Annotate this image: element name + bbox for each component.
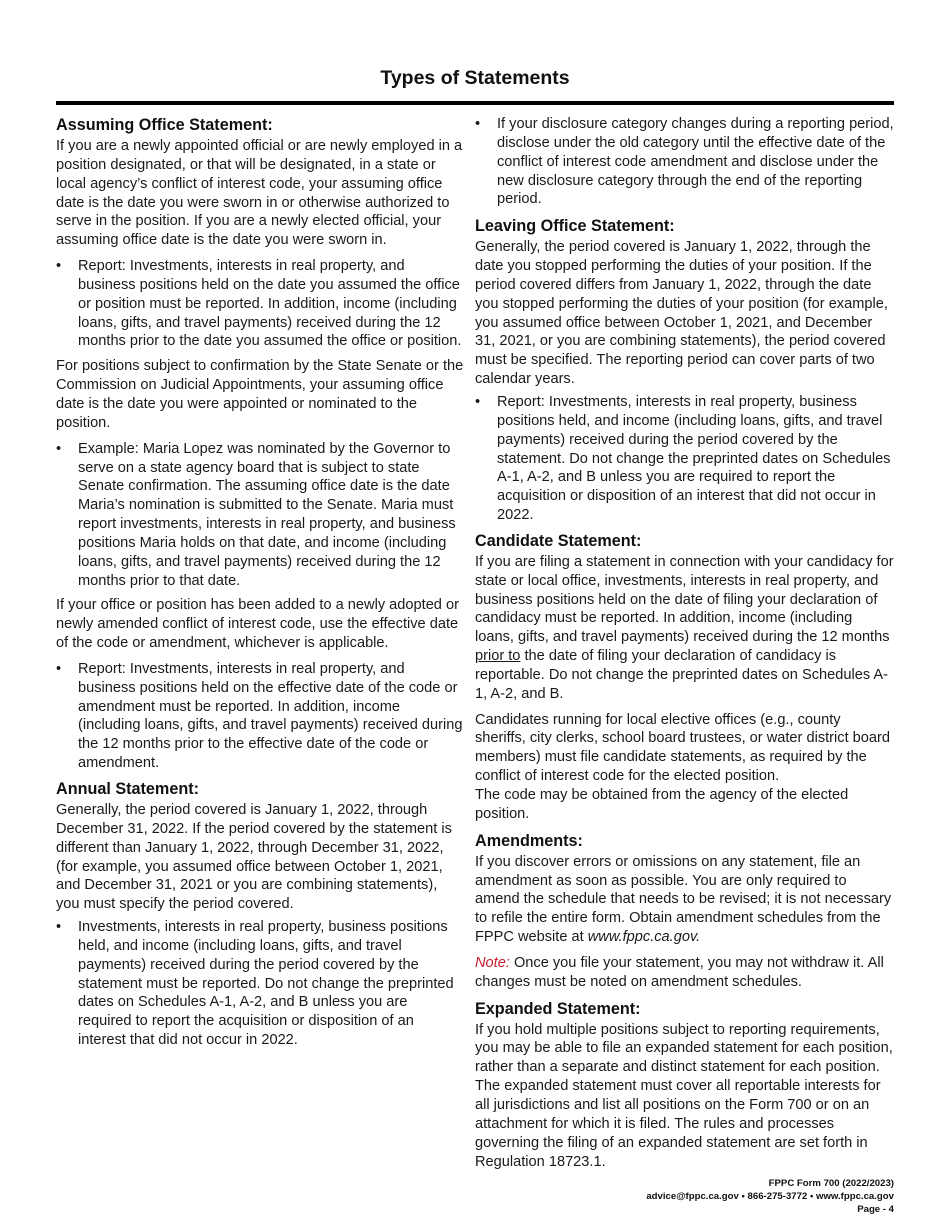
annual-statement-heading: Annual Statement: [56, 780, 200, 798]
amendments-heading: Amendments: [475, 831, 583, 850]
assuming-office-heading: Assuming Office Statement: [56, 116, 273, 134]
list-item-text: Example: Maria Lopez was nominated by the Governor to serve on a state agency board that is subject to state Senate confirmation. The assuming office date is the date Maria’s nomination is submitted to the Senate. Maria must report investments, interests in real property, and business positions Maria holds on that date, and income (including loans, gifts, and travel payments) received during the 12 months prior to that date. [78, 440, 456, 589]
list-item-text: Report: Investments, interests in real property, and business positions held on the effective date of the code or amendment must be reported. In addition, income (including loans, gifts, and travel payments) received during the 12 months prior to the effective date of the code or amendment. [78, 660, 463, 772]
page-footer [646, 1177, 894, 1217]
right-column [475, 115, 895, 1178]
list-item [56, 918, 464, 1050]
footer-contact: advice@fppc.ca.gov • 866-275-3772 • www.fppc.ca.gov [646, 1191, 894, 1203]
annual-statement-list [56, 918, 464, 1050]
expanded-statement-heading: Expanded Statement: [475, 999, 641, 1018]
website-url: www.fppc.ca.gov. [587, 929, 701, 946]
leaving-office-list [475, 393, 895, 525]
list-item-text: Report: Investments, interests in real property, business positions held, and income (including loans, gifts, and travel payments) received during the period covered by the statement. Do not change the preprinted dates on Schedules A-1, A-2, and B unless you are required to report the acquisition or disposition of an interest that did not occur in 2022. [497, 393, 891, 524]
list-item [56, 440, 464, 591]
footer-page-number: Page - 4 [857, 1204, 894, 1216]
candidate-statement-heading: Candidate Statement: [475, 531, 642, 550]
title-rule [56, 101, 894, 105]
amendments-paragraph [475, 853, 895, 947]
expanded-statement-paragraph: If you hold multiple positions subject to reporting requirements, you may be able to file an expanded statement for each position, rather than a separate and distinct statement for each position. The expanded statement must cover all reportable interests for all jurisdictions and list all positions on the Form 700 or on an attachment for which it is filed. The rules and processes governing the filing of an expanded statement are set forth in Regulation 18723.1. [475, 1021, 893, 1170]
text-run: the date of filing your declaration of candidacy is reportable. Do not change the preprinted dates on Schedules A-1, A-2, and B. [475, 648, 888, 702]
list-item-text: Report: Investments, interests in real property, and business positions held on the date you assumed the office or position must be reported. In addition, income (including loans, gifts, and travel payments) received during the 12 months prior to the date you assumed the office or position. [78, 258, 462, 350]
assuming-office-paragraph-2: For positions subject to confirmation by the State Senate or the Commission on Judicial Appointments, your assuming office date is the date you were appointed or nominated to the position. [56, 358, 464, 431]
list-item [475, 115, 895, 209]
assuming-office-list-2 [56, 440, 464, 591]
footer-form-id: FPPC Form 700 (2022/2023) [768, 1178, 894, 1189]
note-label: Note: [475, 954, 510, 971]
list-item [56, 660, 464, 773]
annual-statement-list-continued [475, 115, 895, 209]
text-run: Once you file your statement, you may not withdraw it. All changes must be noted on amendment schedules. [475, 954, 884, 990]
list-item [56, 257, 464, 351]
page-title: Types of Statements [380, 67, 570, 89]
list-item-text: If your disclosure category changes during a reporting period, disclose under the old category until the effective date of the conflict of interest code amendment and disclose under the new disclosure category through the end of the reporting period. [497, 116, 894, 208]
bullet: • [56, 919, 62, 936]
bullet: • [475, 116, 481, 132]
assuming-office-paragraph-3: If your office or position has been added to a newly adopted or newly amended conflict of interest code, use the effective date of the code or amendment, whichever is applicable. [56, 597, 459, 652]
bullet: • [56, 440, 62, 457]
bullet: • [56, 660, 62, 677]
bullet: • [475, 393, 481, 410]
candidate-statement-paragraph-2: Candidates running for local elective offices (e.g., county sheriffs, city clerks, school board trustees, or water district board members) must file candidate statements, as required by the conflict of interest code for the elected position. [475, 711, 891, 785]
bullet: • [56, 258, 62, 275]
left-column [56, 115, 464, 1056]
text-run: If you discover errors or omissions on any statement, file an amendment as soon as possible. You are only required to amend the schedule that needs to be revised; it is not necessary to refile the entire form. Obtain amendment schedules from the FPPC website at [475, 853, 892, 946]
annual-statement-paragraph: Generally, the period covered is January 1, 2022, through December 31, 2022. If the period covered by the statement is different than January 1, 2022, through December 31, 2022, (for example, you assumed office between October 1, 2021, and December 31, 2021 or you are combining statements), you must specify the period covered. [56, 802, 452, 913]
leaving-office-heading: Leaving Office Statement: [475, 217, 675, 236]
candidate-statement-paragraph-1 [475, 553, 895, 704]
text-run: If you are filing a statement in connection with your candidacy for state or local office, investments, interests in real property, and business positions held on the date of filing your declaration of candidacy must be reported. In addition, income (including loans, gifts, and travel payments) received during the 12 months [475, 553, 894, 646]
underlined-text: prior to [475, 648, 521, 665]
assuming-office-list-1 [56, 257, 464, 351]
list-item-text: Investments, interests in real property, business positions held, and income (including loans, gifts, and travel payments) received during the period covered by the statement must be reported. Do not change the preprinted dates on Schedules A-1, A-2, and B unless you are required to report the acquisition or disposition of an interest that did not occur in 2022. [78, 919, 454, 1049]
list-item [475, 393, 895, 525]
leaving-office-paragraph: Generally, the period covered is January 1, 2022, through the date you stopped performing the duties of your position. If the period covered differs from January 1, 2022, through the date you stopped performing the duties of your position (for example, you assumed office between October 1, 2021, and December 31, 2021, or you are combining statements), the period covered must be specified. The reporting period can cover parts of two calendar years. [475, 239, 888, 388]
amendments-note [475, 954, 895, 992]
candidate-statement-paragraph-3: The code may be obtained from the agency of the elected position. [475, 787, 849, 822]
assuming-office-paragraph-1: If you are a newly appointed official or are newly employed in a position designated, or that will be designated, in a state or local agency’s conflict of interest code, your assuming office date is the date you were sworn in or otherwise authorized to serve in the position. If you are a newly elected official, your assuming office date is the date you were sworn in. [56, 138, 463, 249]
assuming-office-list-3 [56, 660, 464, 773]
